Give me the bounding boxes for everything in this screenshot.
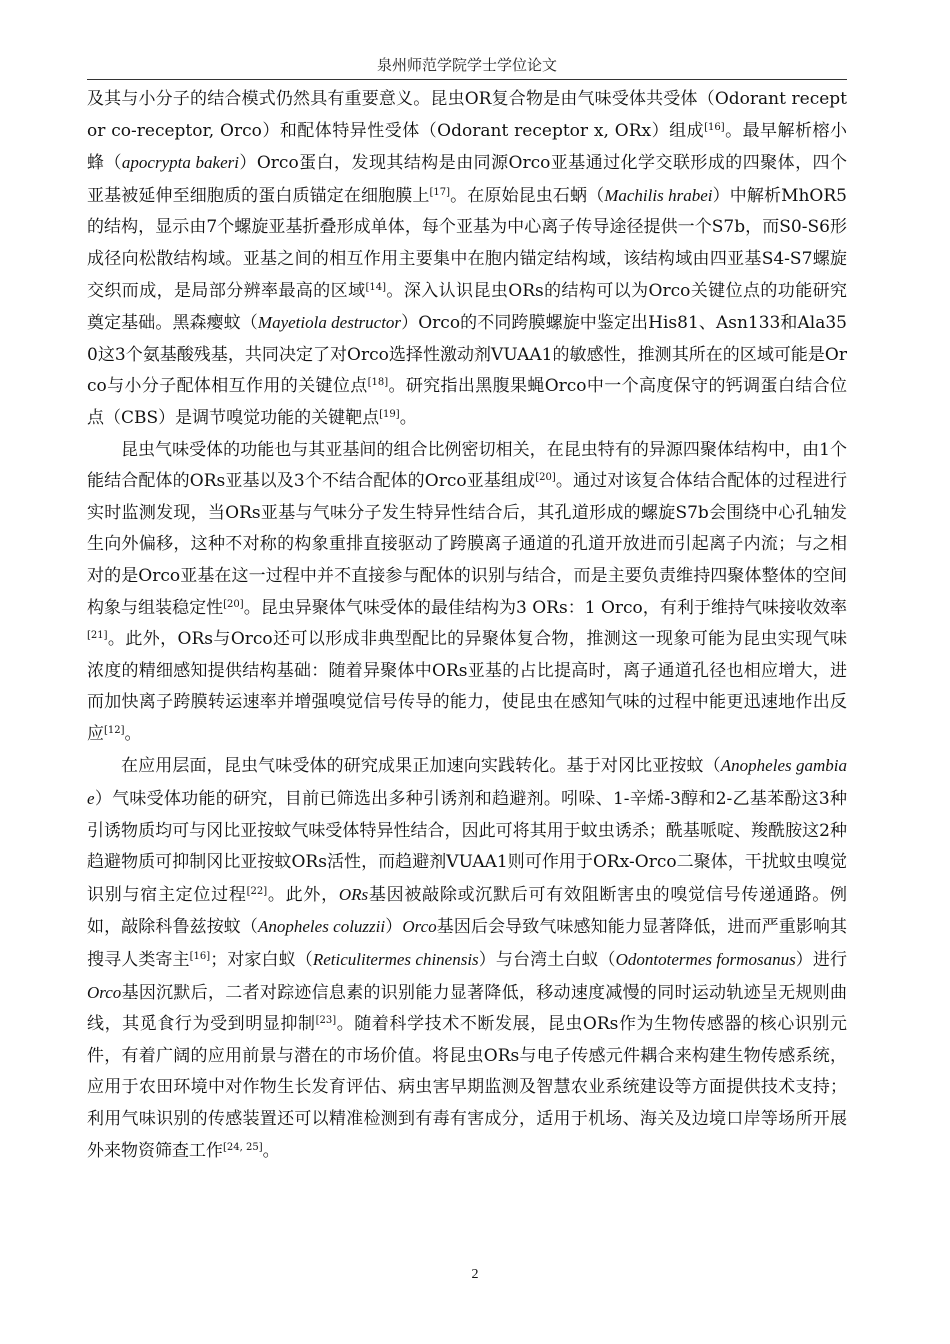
- citation-ref: [16]: [704, 121, 725, 133]
- text-run: 。此外，: [267, 884, 339, 905]
- text-run: 。: [124, 723, 142, 744]
- italic-term: ORs: [338, 884, 369, 904]
- text-run: 。昆虫异聚体气味受体的最佳结构为3 ORs：1 Orco，有利于维持气味接收效率: [243, 597, 848, 618]
- paragraph: [87, 84, 847, 435]
- text-run: ）Orco蛋白，发现其结构是由同源Orco亚基通过化学交联形成的四聚体，四个亚基被延伸至细胞质的蛋白质锚定在细胞膜上: [87, 153, 848, 206]
- citation-ref: [22]: [246, 885, 268, 897]
- text-run: 。深入认识昆虫ORs的结构可以为Orco关键位点的功能研究奠定基础。黑森瘿蚊（: [87, 280, 848, 334]
- citation-ref: [20]: [223, 598, 244, 610]
- text-run: 。: [399, 407, 417, 428]
- text-run: 基因后会导致气味感知能力显著降低，进而严重影响其搜寻人类寄主: [87, 917, 848, 971]
- italic-term: Orco: [87, 982, 122, 1002]
- italic-term: Machilis hrabei: [604, 185, 713, 205]
- text-run: 。最早解析榕小蜂（: [87, 120, 847, 174]
- italic-term: apocrypta bakeri: [121, 153, 239, 173]
- text-run: ）气味受体功能的研究，目前已筛选出多种引诱剂和趋避剂。吲哚、1-辛烯-3醇和2-乙基苯酚这3种引诱物质均可与冈比亚按蚊气味受体特异性结合，因此可将其用于蚊虫诱杀；酰基哌啶、羧酰胺这2种趋避物质可抑制冈比亚按蚊ORs活性，而趋避剂VUAA1则可作用于ORx-Orco二聚体，干扰蚊虫嗅觉识别与宿主定位过程: [87, 789, 847, 905]
- text-run: 。此外，ORs与Orco还可以形成非典型配比的异聚体复合物，推测这一现象可能为昆虫实现气味浓度的精细感知提供结构基础：随着异聚体中ORs亚基的占比提高时，离子通道孔径也相应增大，进而加快离子跨膜转运速率并增强嗅觉信号传导的能力，使昆虫在感知气味的过程中能更迅速地作出反应: [87, 629, 847, 744]
- italic-term: Orco: [402, 917, 437, 937]
- text-run: 基因被敲除或沉默后可有效阻断害虫的嗅觉信号传递通路。例如，敲除科鲁兹按蚊（: [87, 884, 848, 938]
- text-run: 。通过对该复合体结合配体的过程进行实时监测发现，当ORs亚基与气味分子发生特异性结合后，其孔道形成的螺旋S7b会围绕中心孔轴发生向外偏移，这种不对称的构象重排直接驱动了跨膜离子通道的孔道开放进而引起离子内流；与之相对的是Orco亚基在这一过程中并不直接参与配体的识别与结合，而是主要负责维持四聚体整体的空间构象与组装稳定性: [87, 471, 847, 618]
- text-run: 。研究指出黑腹果蝇Orco中一个高度保守的钙调蛋白结合位点（CBS）是调节嗅觉功能的关键靶点: [87, 376, 847, 428]
- citation-ref: [19]: [379, 408, 400, 420]
- citation-ref: [24, 25]: [223, 1141, 263, 1153]
- text-run: 及其与小分子的结合模式仍然具有重要意义。昆虫OR复合物是由气味受体共受体（Odorant receptor co-receptor, Orco）和配体特异性受体（Odorant receptor x, ORx）组成: [87, 89, 847, 141]
- citation-ref: [16]: [189, 951, 211, 963]
- text-run: 。随着科学技术不断发展，昆虫ORs作为生物传感器的核心识别元件，有着广阔的应用前景与潜在的市场价值。将昆虫ORs与电子传感元件耦合来构建生物传感系统，应用于农田环境中对作物生长发育评估、病虫害早期监测及智慧农业系统建设等方面提供技术支持；利用气味识别的传感装置还可以精准检测到有毒有害成分，适用于机场、海关及边境口岸等场所开展外来物资筛查工作: [87, 1014, 847, 1161]
- citation-ref: [18]: [367, 377, 389, 389]
- citation-ref: [23]: [315, 1015, 337, 1027]
- italic-term: Anopheles coluzzii: [258, 917, 386, 937]
- italic-term: Odontotermes formosanus: [615, 950, 796, 970]
- running-header: 泉州师范学院学士学位论文: [376, 56, 557, 74]
- text-run: ）Orco的不同跨膜螺旋中鉴定出His81、Asn133和Ala350这3个氨基酸残基，共同决定了对Orco选择性激动剂VUAA1的敏感性，推测其所在的区域可能是Orco与小分子配体相互作用的关键位点: [87, 313, 847, 397]
- citation-ref: [14]: [365, 281, 387, 293]
- text-run: ）中解析MhOR5的结构，显示由7个螺旋亚基折叠形成单体，每个亚基为中心离子传导途径提供一个S7b，而S0-S6形成径向松散结构域。亚基之间的相互作用主要集中在胞内锚定结构域，该结构域由四亚基S4-S7螺旋交织而成，是局部分辨率最高的区域: [87, 185, 847, 301]
- italic-term: Mayetiola destructor: [257, 313, 402, 333]
- paragraph: [87, 435, 847, 751]
- citation-ref: [21]: [87, 630, 108, 642]
- citation-ref: [12]: [104, 724, 125, 736]
- text-run: ；对家白蚁（: [210, 950, 313, 971]
- body-text: [87, 84, 847, 1167]
- text-run: 昆虫气味受体的功能也与其亚基间的组合比例密切相关，在昆虫特有的异源四聚体结构中，由1个能结合配体的ORs亚基以及3个不结合配体的Orco亚基组成: [87, 439, 847, 492]
- page-number: 2: [471, 1267, 479, 1282]
- text-run: ）进行: [795, 950, 848, 971]
- italic-term: Reticulitermes chinensis: [312, 950, 479, 970]
- header-rule: [87, 79, 847, 80]
- paragraph: [87, 750, 847, 1167]
- text-run: 。: [262, 1140, 280, 1161]
- text-run: 在应用层面，昆虫气味受体的研究成果正加速向实践转化。基于对冈比亚按蚊（: [121, 756, 721, 777]
- citation-ref: [17]: [429, 186, 450, 198]
- italic-term: Anopheles gambiae: [87, 756, 847, 809]
- text-run: ）与台湾土白蚁（: [478, 950, 616, 971]
- text-run: 。在原始昆虫石蛃（: [449, 185, 605, 206]
- citation-ref: [20]: [535, 472, 556, 484]
- text-run: 基因沉默后，二者对踪迹信息素的识别能力显著降低，移动速度减慢的同时运动轨迹呈无规则曲线，其觅食行为受到明显抑制: [87, 982, 847, 1035]
- text-run: ）: [385, 917, 403, 938]
